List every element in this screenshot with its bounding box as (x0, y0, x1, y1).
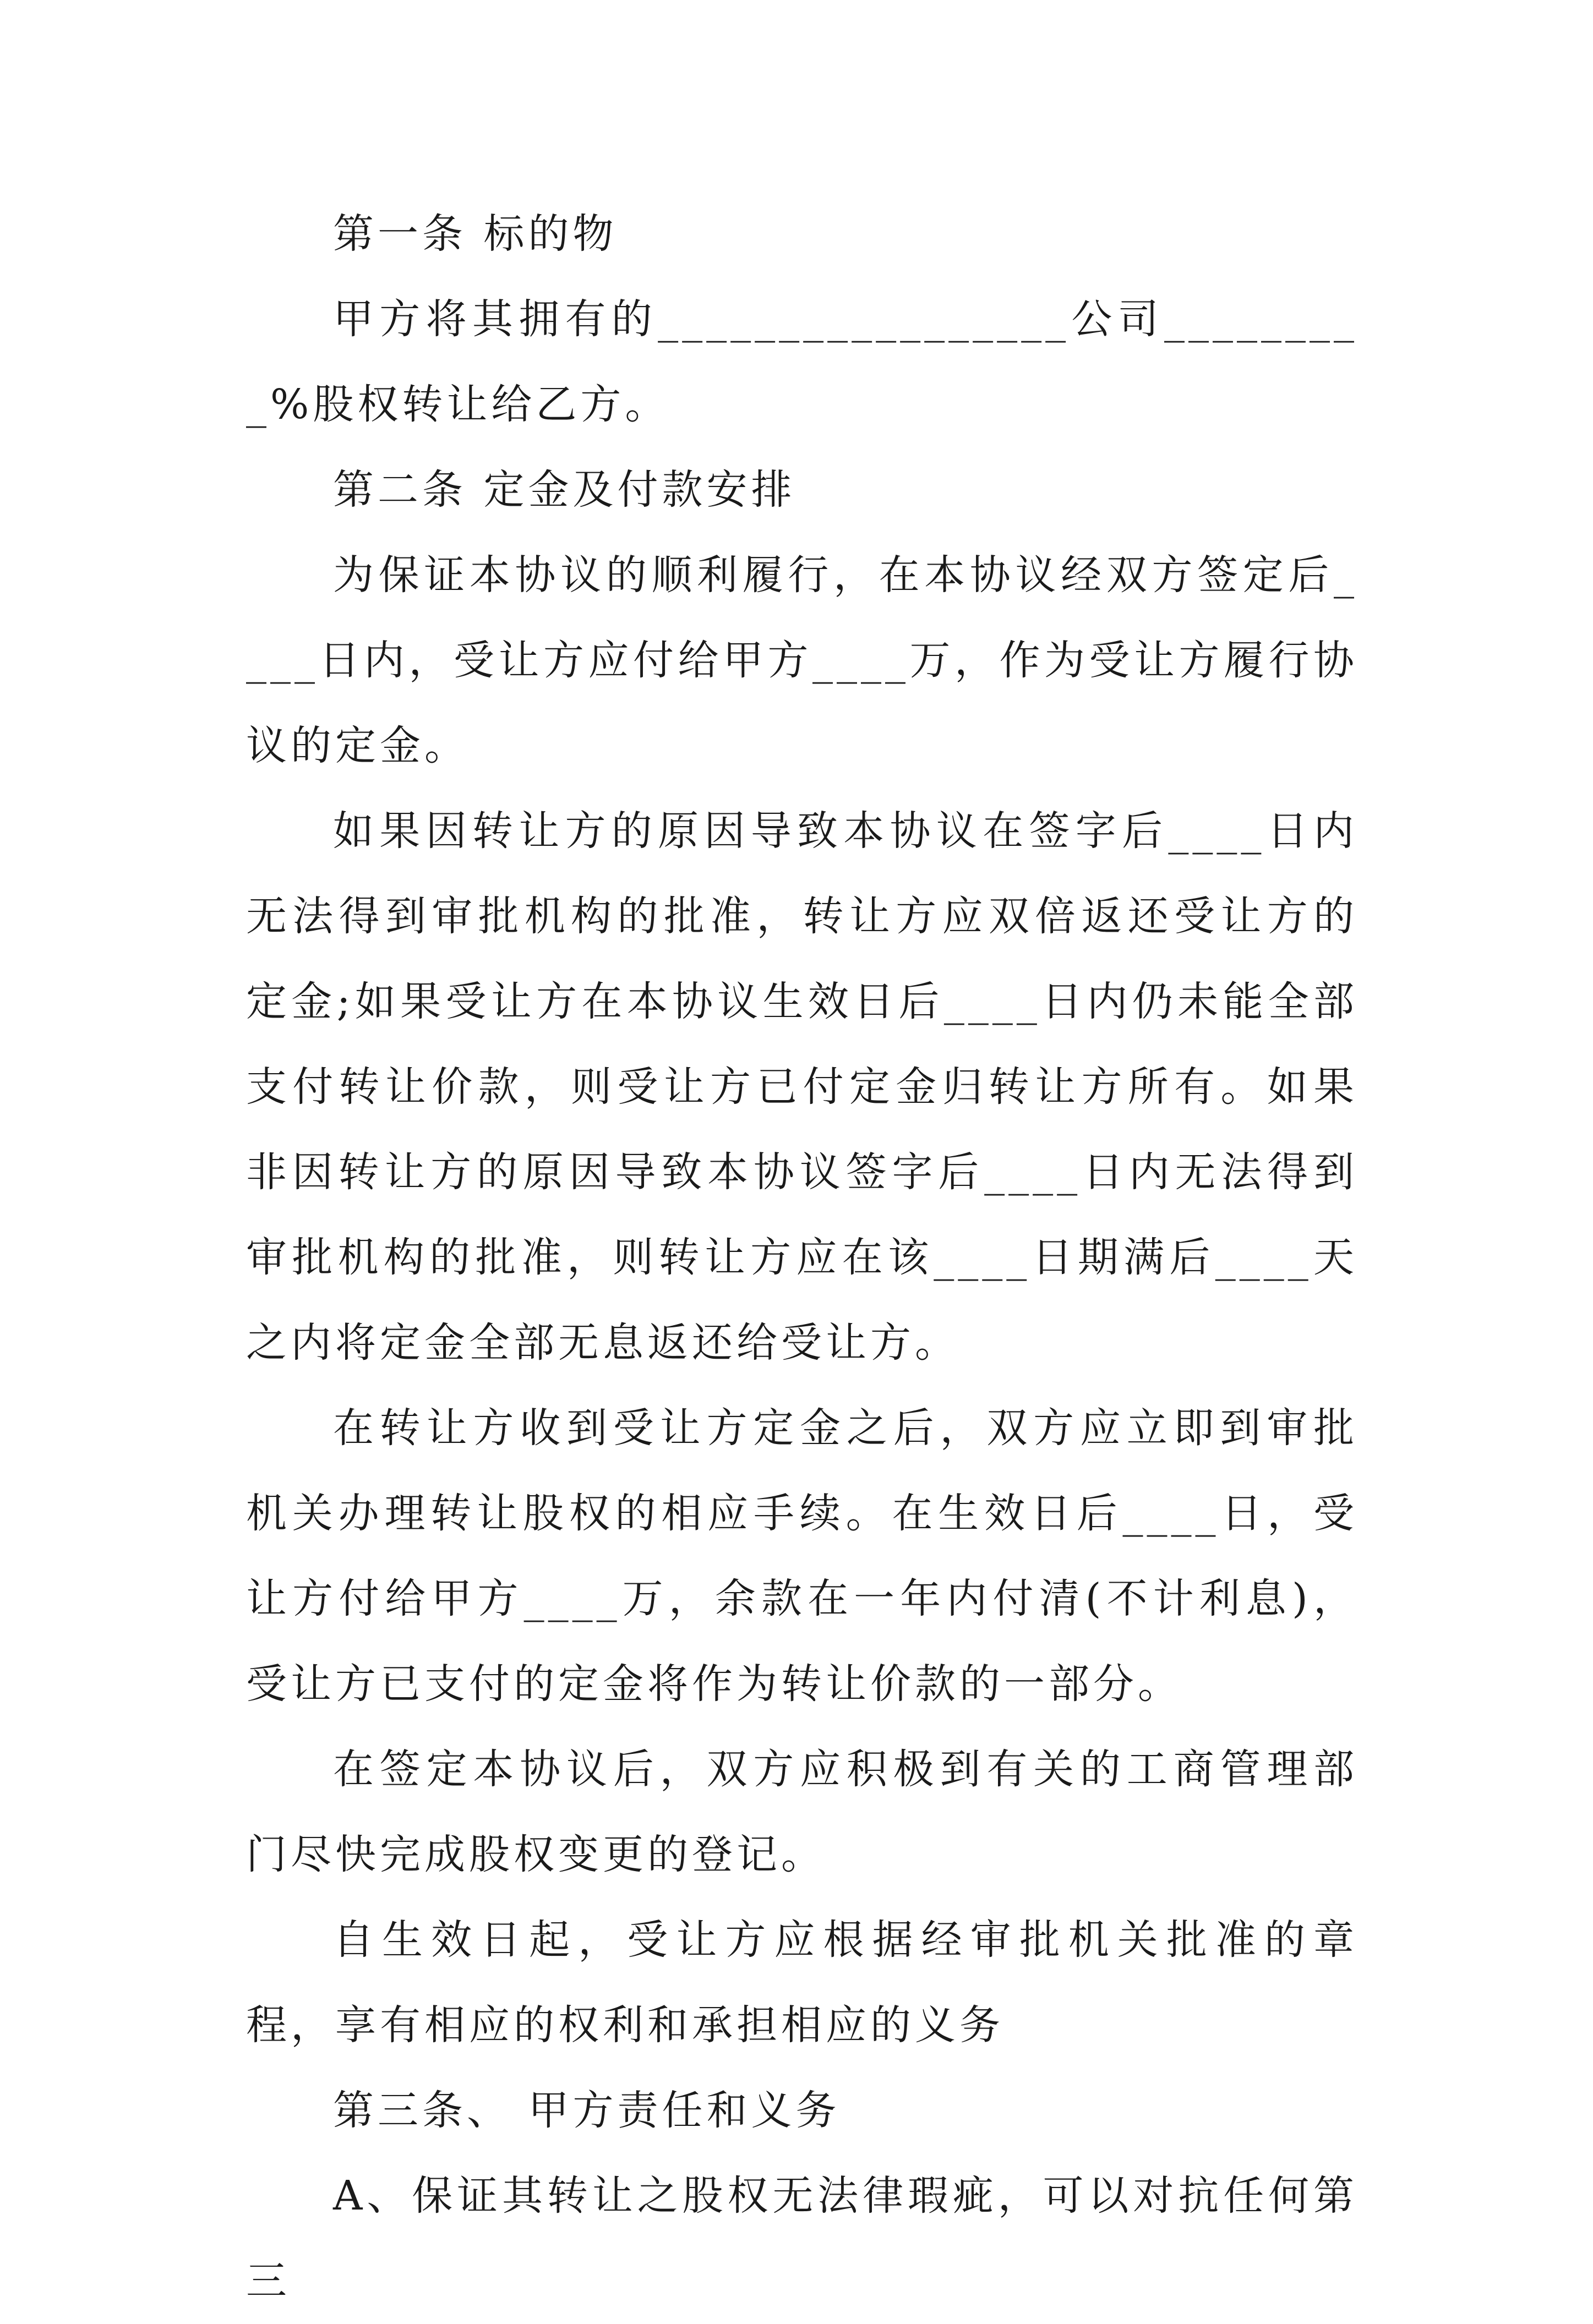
article-2-paragraph-rights: 自生效日起，受让方应根据经审批机关批准的章程，享有相应的权利和承担相应的义务 (246, 1916, 1358, 2049)
article-2-paragraph-payment: 在转让方收到受让方定金之后，双方应立即到审批机关办理转让股权的相应手续。在生效日后____日，受让方付给甲方____万，余款在一年内付清(不计利息)，受让方已支付的定金将作为转让价款的一部分。 (246, 1404, 1358, 1708)
document-body (246, 192, 1358, 2324)
article-3-item-a: A、保证其转让之股权无法律瑕疵，可以对抗任何第三 (246, 2172, 1358, 2305)
article-3-heading: 第三条、 甲方责任和义务 (333, 2087, 841, 2134)
article-1-paragraph: 甲方将其拥有的_________________公司_________%股权转让给乙方。 (246, 296, 1358, 428)
article-2-paragraph-approval: 如果因转让方的原因导致本协议在签字后____日内无法得到审批机构的批准，转让方应双倍返还受让方的定金;如果受让方在本协议生效日后____日内仍未能全部支付转让价款，则受让方已付定金归转让方所有。如果非因转让方的原因导致本协议签字后____日内无法得到审批机构的批准，则转让方应在该____日期满后____天之内将定金全部无息返还给受让方。 (246, 807, 1358, 1366)
article-2-heading: 第二条 定金及付款安排 (333, 466, 796, 513)
article-2-paragraph-registration: 在签定本协议后，双方应积极到有关的工商管理部门尽快完成股权变更的登记。 (246, 1746, 1358, 1878)
article-1-heading: 第一条 标的物 (333, 210, 618, 258)
article-2-paragraph-deposit: 为保证本协议的顺利履行，在本协议经双方签定后____日内，受让方应付给甲方____万，作为受让方履行协议的定金。 (246, 551, 1358, 769)
